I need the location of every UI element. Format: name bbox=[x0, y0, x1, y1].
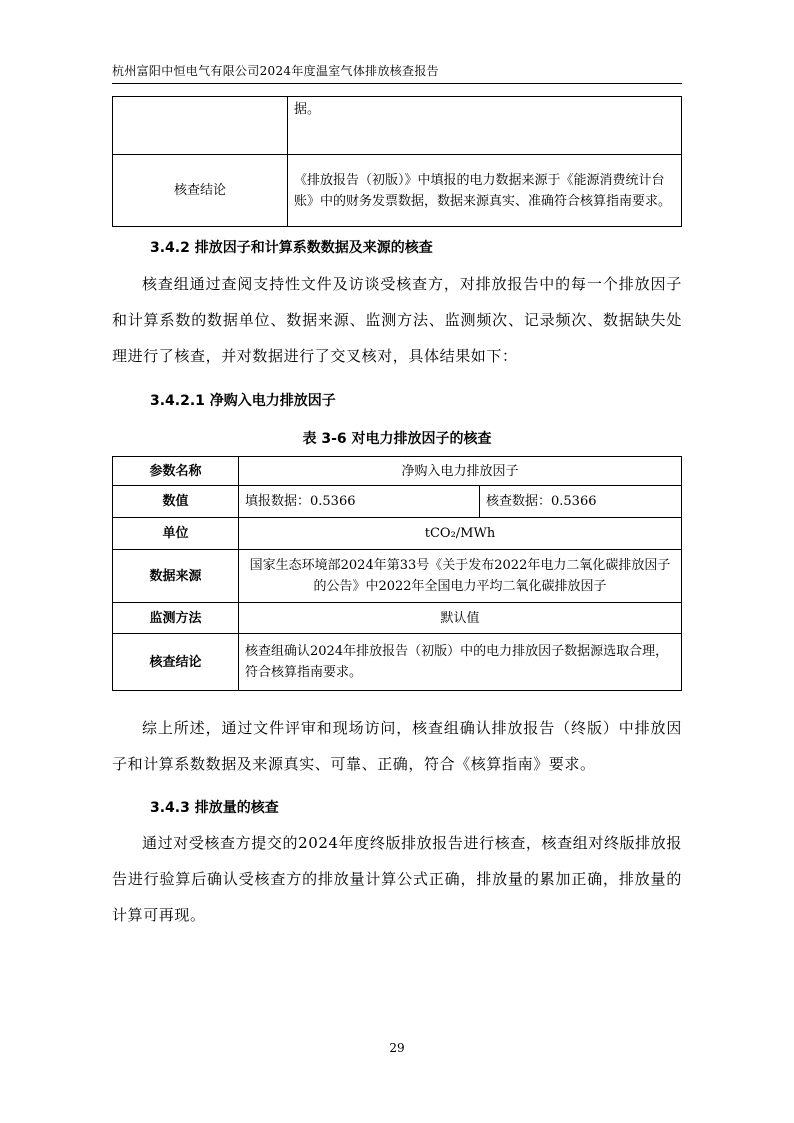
page-header: 杭州富阳中恒电气有限公司2024年度温室气体排放核查报告 bbox=[112, 64, 439, 78]
section-342-paragraph: 核查组通过查阅支持性文件及访谈受核查方，对排放报告中的每一个排放因子和计算系数的数据单位、数据来源、监测方法、监测频次、记录频次、数据缺失处理进行了核查，并对数据进行了交叉核对，具体结果如下： bbox=[112, 275, 682, 365]
source-value: 国家生态环境部2024年第33号《关于发布2022年电力二氧化碳排放因子的公告》中2022年全国电力平均二氧化碳排放因子 bbox=[239, 550, 682, 603]
summary-paragraph: 综上所述，通过文件评审和现场访问，核查组确认排放报告（终版）中排放因子和计算系数数据及来源真实、可靠、正确，符合《核算指南》要求。 bbox=[112, 719, 682, 773]
section-342-heading: 3.4.2 排放因子和计算系数数据及来源的核查 bbox=[150, 240, 433, 256]
unit-label: 单位 bbox=[113, 518, 239, 550]
value-checked: 核查数据：0.5366 bbox=[480, 486, 682, 518]
method-label: 监测方法 bbox=[113, 603, 239, 634]
value-filled: 填报数据：0.5366 bbox=[239, 486, 480, 518]
value-label: 数值 bbox=[113, 486, 239, 518]
section-343-heading: 3.4.3 排放量的核查 bbox=[150, 800, 279, 816]
conclusion-value: 《排放报告（初版）》中填报的电力数据来源于《能源消费统计台账》中的财务发票数据，数据来源真实、准确符合核算指南要求。 bbox=[288, 155, 682, 227]
section-343-paragraph: 通过对受核查方提交的2024年度终版排放报告进行核查，核查组对终版排放报告进行验算后确认受核查方的排放量计算公式正确，排放量的累加正确，排放量的计算可再现。 bbox=[112, 834, 682, 924]
source-label: 数据来源 bbox=[113, 550, 239, 603]
table-caption: 表 3-6 对电力排放因子的核查 bbox=[302, 431, 492, 447]
continued-row-value: 据。 bbox=[288, 97, 682, 155]
table-conclusion-value: 核查组确认2024年排放报告（初版）中的电力排放因子数据源选取合理，符合核算指南要求。 bbox=[239, 634, 682, 691]
table-conclusion-label: 核查结论 bbox=[113, 634, 239, 691]
header-rule bbox=[112, 83, 682, 84]
param-label: 参数名称 bbox=[113, 457, 239, 486]
continued-row-label bbox=[113, 97, 288, 155]
unit-value: tCO₂/MWh bbox=[239, 518, 682, 550]
emission-factor-table bbox=[112, 456, 682, 691]
page-number: 29 bbox=[389, 1041, 405, 1055]
conclusion-label: 核查结论 bbox=[113, 155, 288, 227]
param-value: 净购入电力排放因子 bbox=[239, 457, 682, 486]
section-3421-heading: 3.4.2.1 净购入电力排放因子 bbox=[150, 393, 336, 409]
continued-table bbox=[112, 96, 682, 227]
method-value: 默认值 bbox=[239, 603, 682, 634]
